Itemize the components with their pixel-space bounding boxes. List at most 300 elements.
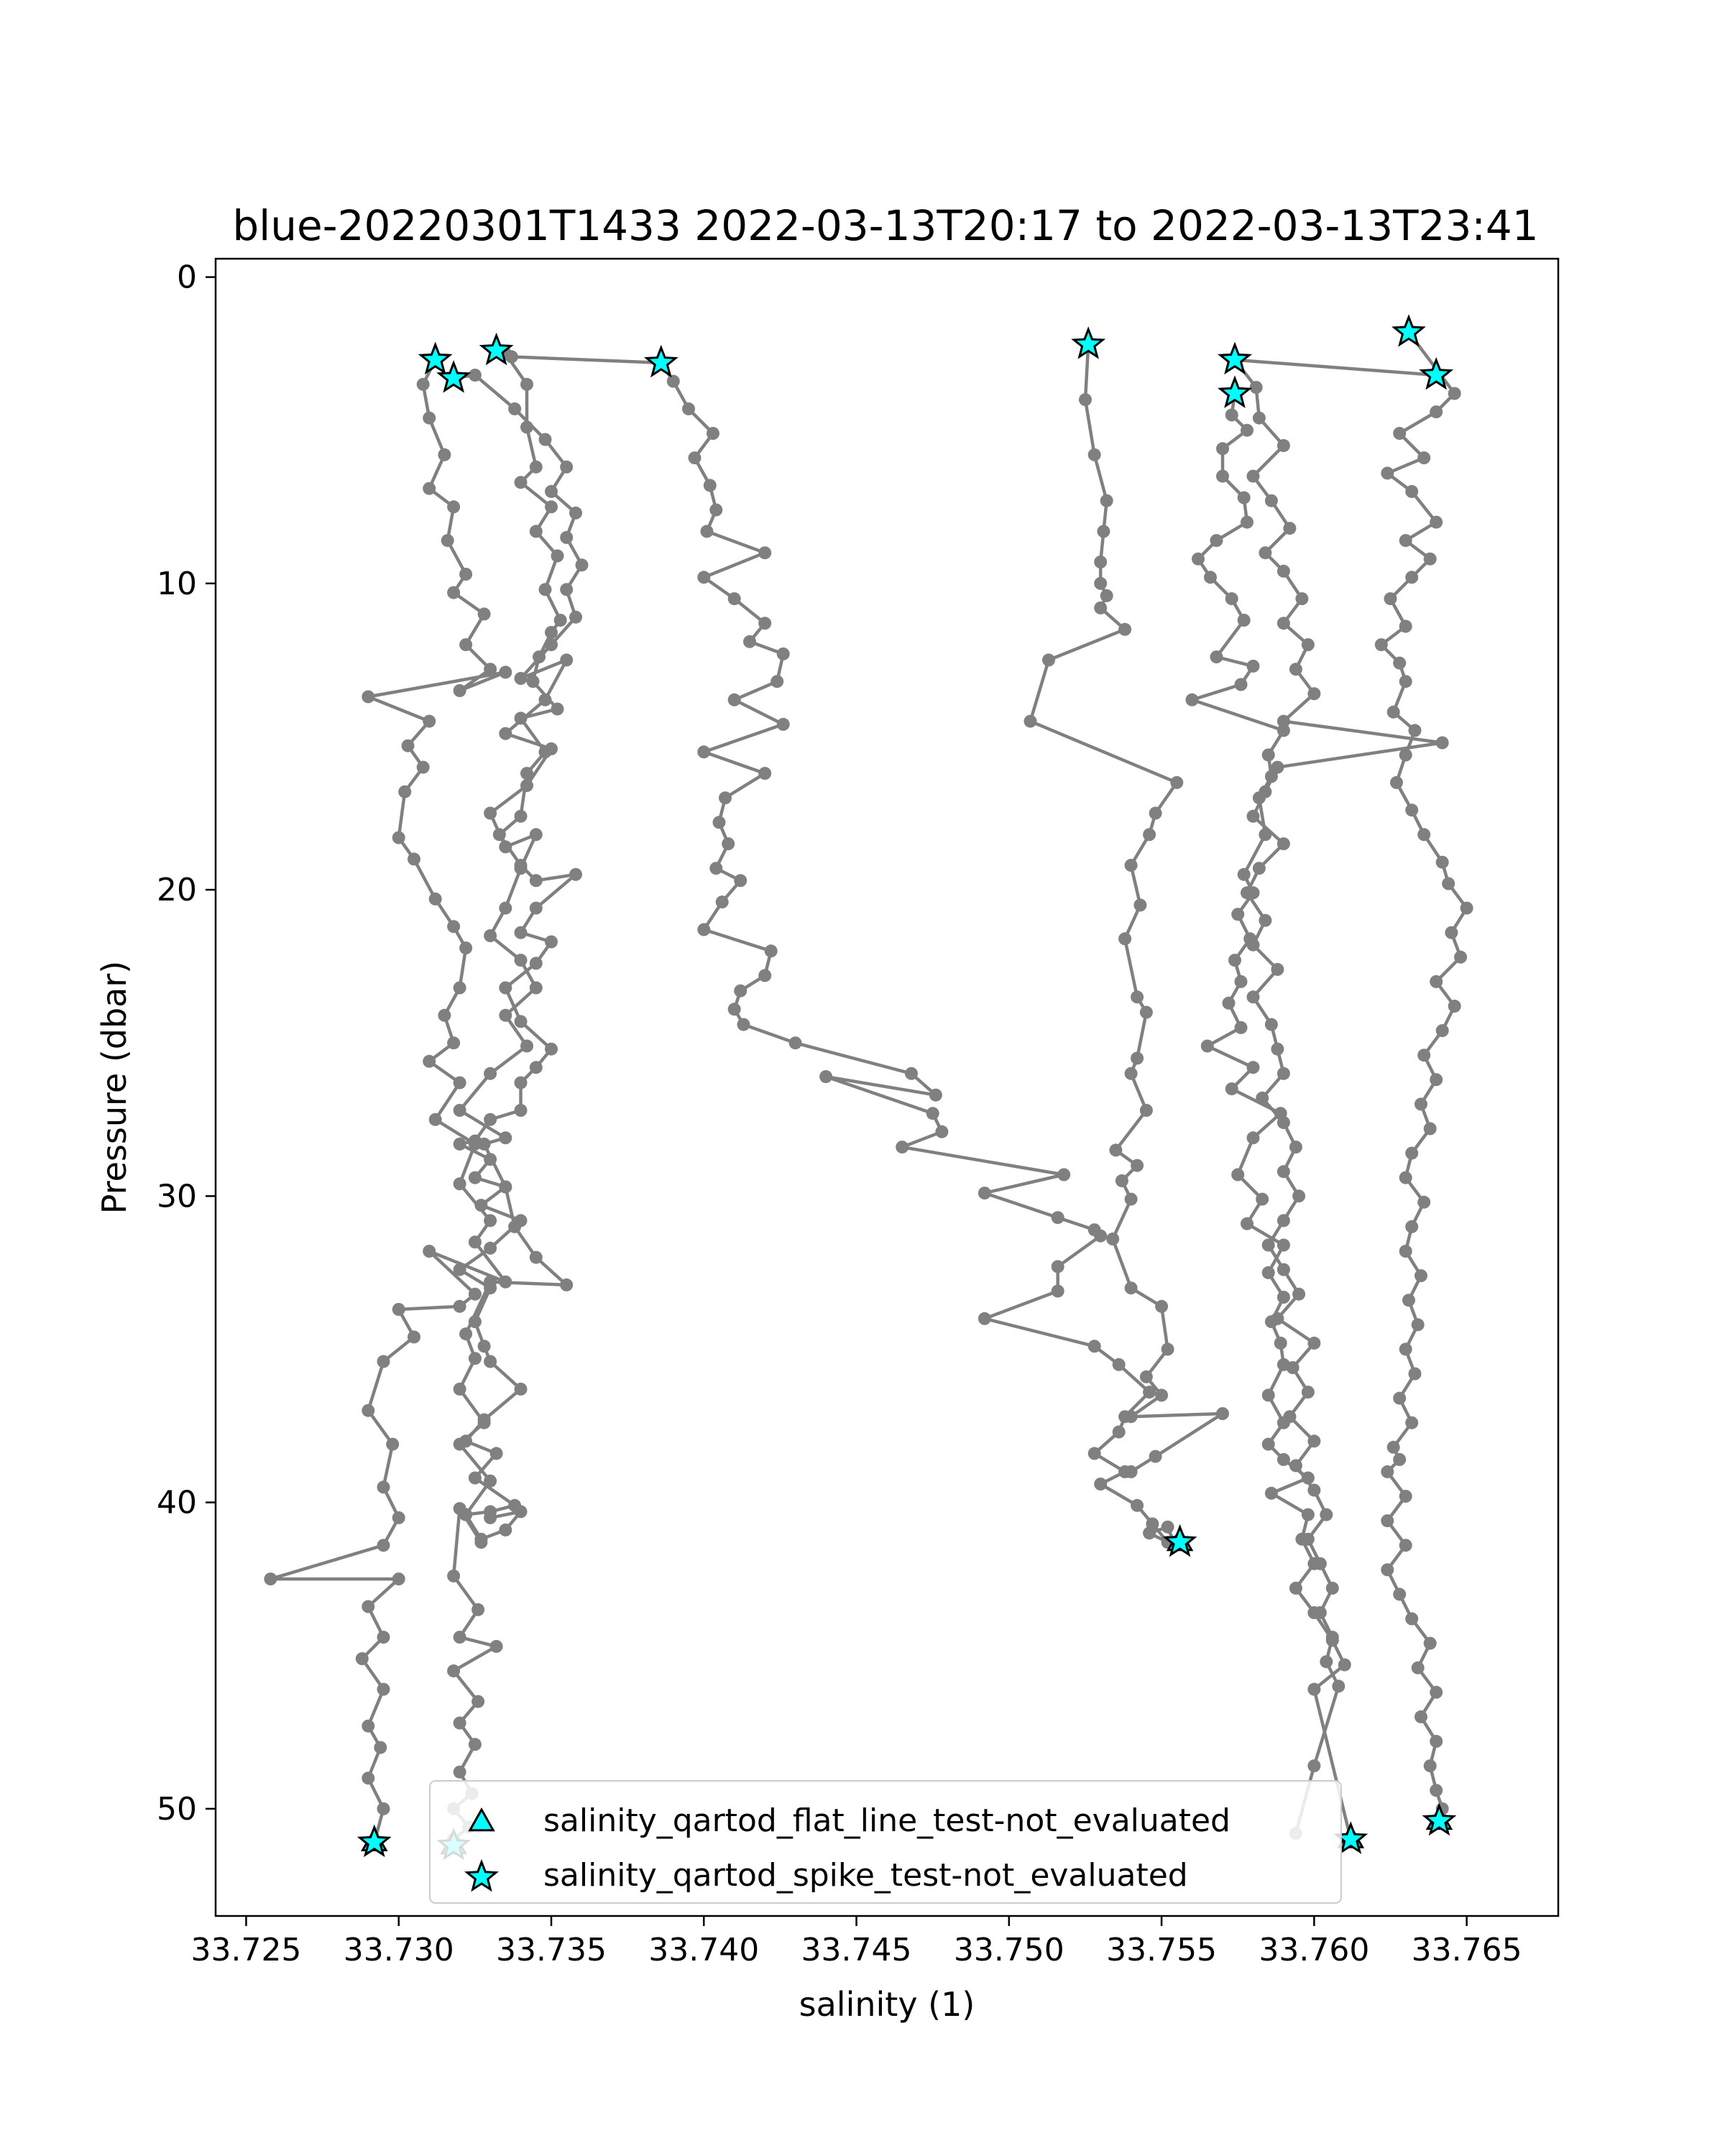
profile-point [472, 1603, 484, 1616]
profile-point [423, 412, 436, 425]
profile-point [1307, 1484, 1320, 1497]
profile-point [1271, 1043, 1284, 1056]
profile-point [1113, 1358, 1126, 1371]
profile-point [515, 672, 528, 685]
profile-point [1326, 1631, 1339, 1644]
profile-point [469, 1235, 482, 1248]
profile-point [454, 1717, 466, 1730]
x-tick-label: 33.760 [1259, 1932, 1370, 1968]
profile-point [713, 816, 726, 829]
profile-point [1131, 1052, 1144, 1065]
profile-point [539, 694, 552, 706]
profile-point [1277, 715, 1290, 728]
profile-point [1302, 1533, 1315, 1546]
profile-point [551, 550, 564, 563]
y-axis-label: Pressure (dbar) [95, 960, 134, 1215]
profile-point [362, 1772, 374, 1784]
profile-point [709, 862, 722, 875]
profile-point [499, 1181, 512, 1194]
profile-point [1402, 1294, 1415, 1307]
profile-point [1381, 466, 1394, 479]
profile-point [1238, 868, 1251, 881]
profile-point [1277, 1214, 1290, 1227]
profile-point [454, 1631, 466, 1644]
profile-point [896, 1141, 908, 1153]
profile-point [447, 500, 460, 513]
profile-point [758, 969, 771, 982]
profile-point [454, 1077, 466, 1089]
profile-point [1283, 522, 1296, 535]
profile-point [1448, 387, 1461, 400]
profile-point [1424, 553, 1437, 566]
profile-point [1253, 412, 1266, 425]
profile-point [1235, 1021, 1248, 1034]
profile-point [560, 1279, 573, 1291]
profile-point [1238, 492, 1251, 505]
profile-point [926, 1107, 939, 1120]
profile-point [539, 583, 552, 596]
profile-point [707, 427, 719, 440]
profile-point [1140, 1104, 1153, 1117]
profile-point [515, 1214, 528, 1227]
profile-point [1133, 898, 1146, 911]
profile-point [1262, 1266, 1275, 1279]
profile-point [530, 1061, 543, 1074]
profile-point [1113, 1426, 1126, 1439]
profile-point [1295, 592, 1308, 605]
x-axis-label: salinity (1) [799, 1985, 975, 2024]
profile-point [1405, 485, 1418, 498]
profile-point [1277, 617, 1290, 630]
profile-point [1417, 1196, 1430, 1209]
profile-point [551, 703, 564, 716]
profile-point [408, 852, 420, 865]
x-tick-label: 33.735 [496, 1932, 607, 1968]
profile-point [1460, 902, 1473, 915]
x-tick-label: 33.755 [1106, 1932, 1218, 1968]
profile-point [1088, 1447, 1101, 1460]
profile-point [1265, 494, 1278, 507]
profile-point [1149, 1450, 1162, 1463]
profile-point [1412, 1318, 1425, 1331]
profile-point [423, 482, 436, 495]
profile-point [1277, 1165, 1290, 1178]
profile-point [554, 614, 567, 627]
profile-point [469, 1352, 482, 1365]
profile-point [454, 684, 466, 697]
profile-point [743, 635, 756, 648]
profile-point [530, 1251, 543, 1264]
profile-point [454, 982, 466, 995]
profile-point [474, 1199, 487, 1212]
profile-point [1094, 1230, 1107, 1243]
profile-point [515, 1383, 528, 1396]
profile-point [515, 711, 528, 724]
profile-point [819, 1070, 832, 1083]
profile-point [1247, 1131, 1260, 1144]
profile-point [560, 653, 573, 666]
profile-point [459, 1434, 472, 1447]
profile-point [447, 1570, 460, 1583]
profile-point [1399, 1245, 1412, 1258]
profile-point [1259, 914, 1271, 927]
profile-point [1216, 1407, 1229, 1420]
profile-point [758, 546, 771, 559]
profile-point [484, 1475, 497, 1488]
profile-point [1277, 837, 1290, 850]
profile-point [1125, 1193, 1138, 1206]
profile-point [515, 1104, 528, 1117]
profile-point [1204, 571, 1217, 584]
profile-point [560, 461, 573, 474]
profile-point [392, 1511, 405, 1524]
profile-point [454, 1138, 466, 1151]
profile-point [484, 1511, 497, 1524]
profile-point [1241, 886, 1254, 899]
profile-point [454, 1104, 466, 1117]
profile-point [447, 586, 460, 599]
profile-point [423, 1055, 436, 1068]
profile-point [722, 837, 735, 850]
profile-point [545, 626, 558, 639]
profile-point [1430, 1735, 1443, 1748]
profile-point [1414, 1710, 1427, 1723]
profile-point [1247, 939, 1260, 952]
profile-point [377, 1355, 390, 1368]
profile-point [697, 923, 710, 936]
profile-point [1118, 623, 1131, 636]
profile-point [1405, 1613, 1418, 1626]
profile-point [1302, 1508, 1315, 1521]
profile-point [1283, 1410, 1296, 1423]
profile-point [701, 525, 714, 538]
profile-point [1155, 1388, 1168, 1401]
profile-point [728, 694, 741, 706]
profile-point [1250, 381, 1263, 394]
profile-point [1262, 749, 1275, 762]
profile-point [1302, 1472, 1315, 1485]
profile-point [530, 874, 543, 887]
profile-point [1277, 1291, 1290, 1304]
profile-point [1262, 1239, 1275, 1252]
profile-point [377, 1802, 390, 1815]
profile-point [1384, 592, 1397, 605]
profile-point [1417, 451, 1430, 464]
profile-point [377, 1683, 390, 1696]
profile-point [1314, 1557, 1327, 1570]
profile-point [454, 1177, 466, 1190]
profile-point [417, 378, 430, 391]
profile-point [530, 525, 543, 538]
profile-point [1247, 990, 1260, 1003]
profile-point [1387, 1441, 1400, 1454]
profile-point [484, 929, 497, 942]
profile-point [377, 1539, 390, 1552]
profile-point [1052, 1260, 1064, 1273]
profile-point [1225, 592, 1238, 605]
profile-point [1223, 997, 1236, 1010]
profile-point [1430, 405, 1443, 418]
profile-point [362, 1720, 374, 1733]
profile-point [1271, 963, 1284, 976]
profile-point [1277, 1239, 1290, 1252]
profile-point [459, 568, 472, 581]
profile-point [935, 1125, 948, 1138]
profile-point [472, 1695, 484, 1708]
profile-point [765, 944, 778, 957]
profile-point [1448, 1000, 1461, 1013]
profile-point [560, 583, 573, 596]
profile-point [469, 1135, 482, 1148]
profile-point [1430, 975, 1443, 988]
profile-point [1256, 1193, 1269, 1206]
profile-point [459, 1508, 472, 1521]
profile-point [777, 648, 790, 660]
profile-point [1140, 1006, 1153, 1019]
profile-point [1125, 1465, 1138, 1478]
profile-point [1393, 1588, 1406, 1600]
profile-point [905, 1067, 918, 1080]
profile-point [545, 936, 558, 949]
profile-point [499, 1524, 512, 1537]
profile-point [1405, 1147, 1418, 1160]
profile-point [569, 611, 582, 624]
profile-point [454, 1383, 466, 1396]
profile-point [469, 1171, 482, 1184]
y-tick-label: 0 [177, 259, 197, 296]
profile-point [392, 1572, 405, 1585]
y-tick-label: 50 [157, 1790, 197, 1828]
profile-point [484, 1067, 497, 1080]
profile-point [697, 571, 710, 584]
profile-point [454, 1766, 466, 1779]
profile-point [1307, 1337, 1320, 1350]
profile-point [515, 476, 528, 489]
profile-point [1106, 1233, 1119, 1245]
profile-point [1399, 749, 1412, 762]
profile-point [545, 1043, 558, 1056]
profile-point [438, 1009, 451, 1022]
profile-point [1125, 1281, 1138, 1294]
profile-point [1287, 1361, 1300, 1374]
profile-point [484, 1242, 497, 1255]
profile-point [1436, 856, 1449, 869]
profile-point [1235, 975, 1248, 988]
profile-point [1412, 1662, 1425, 1674]
profile-point [408, 1330, 420, 1343]
profile-point [499, 982, 512, 995]
profile-point [499, 727, 512, 740]
profile-point [1405, 1416, 1418, 1429]
profile-point [1100, 589, 1113, 602]
profile-point [1393, 657, 1406, 670]
profile-point [530, 828, 543, 841]
profile-point [1162, 1342, 1174, 1355]
profile-point [469, 1315, 482, 1328]
profile-point [1399, 1342, 1412, 1355]
profile-point [1162, 1521, 1174, 1534]
profile-point [527, 675, 540, 688]
profile-point [545, 500, 558, 513]
profile-point [1109, 1143, 1122, 1156]
profile-point [429, 893, 442, 906]
profile-point [709, 504, 722, 517]
profile-point [447, 1664, 460, 1677]
profile-point [1405, 1220, 1418, 1233]
profile-point [1289, 1141, 1302, 1153]
profile-point [1399, 1490, 1412, 1503]
profile-point [1210, 534, 1223, 547]
profile-point [1390, 776, 1403, 789]
profile-point [515, 1077, 528, 1089]
profile-point [1393, 1392, 1406, 1405]
profile-point [1409, 1368, 1422, 1381]
profile-point [929, 1089, 942, 1102]
profile-point [474, 1533, 487, 1546]
profile-point [515, 1015, 528, 1028]
profile-point [441, 534, 454, 547]
profile-point [515, 810, 528, 823]
profile-point [520, 1040, 533, 1053]
profile-point [520, 779, 533, 792]
profile-point [1277, 1116, 1290, 1129]
profile-point [377, 1631, 390, 1644]
x-tick-label: 33.740 [648, 1932, 760, 1968]
profile-point [392, 831, 405, 844]
profile-point [499, 840, 512, 853]
profile-point [1271, 761, 1284, 774]
profile-point [689, 451, 702, 464]
profile-point [1247, 810, 1260, 823]
profile-point [362, 691, 374, 704]
profile-point [1131, 1159, 1144, 1172]
profile-point [1430, 516, 1443, 529]
profile-point [728, 592, 741, 605]
profile-point [1256, 1092, 1269, 1105]
profile-point [499, 1131, 512, 1144]
profile-point [1262, 1388, 1275, 1401]
profile-point [1079, 393, 1092, 406]
x-tick-label: 33.730 [343, 1932, 454, 1968]
profile-point [576, 558, 589, 571]
profile-point [1417, 1049, 1430, 1061]
profile-point [1442, 877, 1455, 890]
profile-point [499, 1276, 512, 1289]
profile-point [1143, 1386, 1156, 1399]
profile-point [1289, 663, 1302, 676]
profile-point [264, 1572, 277, 1585]
profile-point [560, 531, 573, 544]
profile-point [1149, 807, 1162, 820]
profile-point [1225, 408, 1238, 421]
profile-point [789, 1036, 802, 1049]
profile-point [1253, 862, 1266, 875]
profile-point [1320, 1655, 1333, 1668]
profile-point [1186, 694, 1199, 706]
profile-point [484, 1281, 497, 1294]
legend-entry-spike: salinity_qartod_spike_test-not_evaluated [543, 1857, 1188, 1894]
y-tick-label: 30 [157, 1178, 197, 1215]
profile-point [1424, 1123, 1437, 1135]
profile-point [1399, 534, 1412, 547]
profile-point [454, 1300, 466, 1313]
profile-point [423, 715, 436, 728]
profile-point [1338, 1659, 1351, 1672]
profile-point [484, 1214, 497, 1227]
profile-point [1274, 1337, 1287, 1350]
profile-point [1381, 1465, 1394, 1478]
profile-point [1307, 1434, 1320, 1447]
y-tick-label: 40 [157, 1484, 197, 1521]
profile-point [978, 1312, 991, 1325]
profile-point [1052, 1211, 1064, 1224]
profile-point [1409, 724, 1422, 737]
profile-point [1414, 1269, 1427, 1282]
profile-point [530, 957, 543, 969]
profile-point [1387, 706, 1400, 719]
profile-point [1307, 687, 1320, 700]
profile-point [459, 638, 472, 651]
profile-point [1265, 1018, 1278, 1031]
profile-point [1393, 1453, 1406, 1466]
profile-point [1292, 1288, 1305, 1301]
profile-point [530, 461, 543, 474]
profile-point [1326, 1582, 1339, 1595]
profile-point [539, 745, 552, 758]
profile-point [1088, 448, 1101, 461]
profile-point [1271, 1312, 1284, 1325]
profile-point [1289, 1582, 1302, 1595]
profile-point [423, 1245, 436, 1258]
profile-point [1424, 1759, 1437, 1772]
profile-point [1143, 828, 1156, 841]
profile-point [533, 650, 546, 663]
profile-point [515, 859, 528, 872]
profile-point [1424, 1637, 1437, 1650]
profile-point [1235, 678, 1248, 691]
profile-point [1277, 439, 1290, 452]
profile-point [1265, 1487, 1278, 1500]
legend-entry-flat-line: salinity_qartod_flat_line_test-not_evaluated [543, 1802, 1230, 1839]
profile-point [1381, 1514, 1394, 1527]
chart-title: blue-20220301T1433 2022-03-13T20:17 to 2022-03-13T23:41 [232, 201, 1539, 250]
profile-point [1259, 828, 1271, 841]
profile-point [1057, 1169, 1070, 1181]
profile-point [1302, 1386, 1315, 1399]
profile-point [1375, 638, 1388, 651]
profile-point [1399, 1171, 1412, 1184]
profile-point [386, 1438, 399, 1451]
profile-point [1097, 525, 1110, 538]
profile-point [469, 369, 482, 382]
profile-point [478, 607, 491, 620]
profile-point [362, 1404, 374, 1417]
profile-point [1225, 1082, 1238, 1095]
profile-point [1247, 470, 1260, 483]
profile-point [377, 1480, 390, 1493]
profile-point [1125, 1410, 1138, 1423]
profile-point [520, 420, 533, 433]
profile-point [1399, 1539, 1412, 1552]
profile-point [1094, 602, 1107, 614]
profile-point [1094, 556, 1107, 568]
profile-point [356, 1652, 369, 1665]
x-tick-label: 33.725 [190, 1932, 302, 1968]
profile-point [505, 350, 518, 363]
profile-point [1314, 1606, 1327, 1619]
profile-point [417, 761, 430, 774]
profile-point [1399, 620, 1412, 633]
